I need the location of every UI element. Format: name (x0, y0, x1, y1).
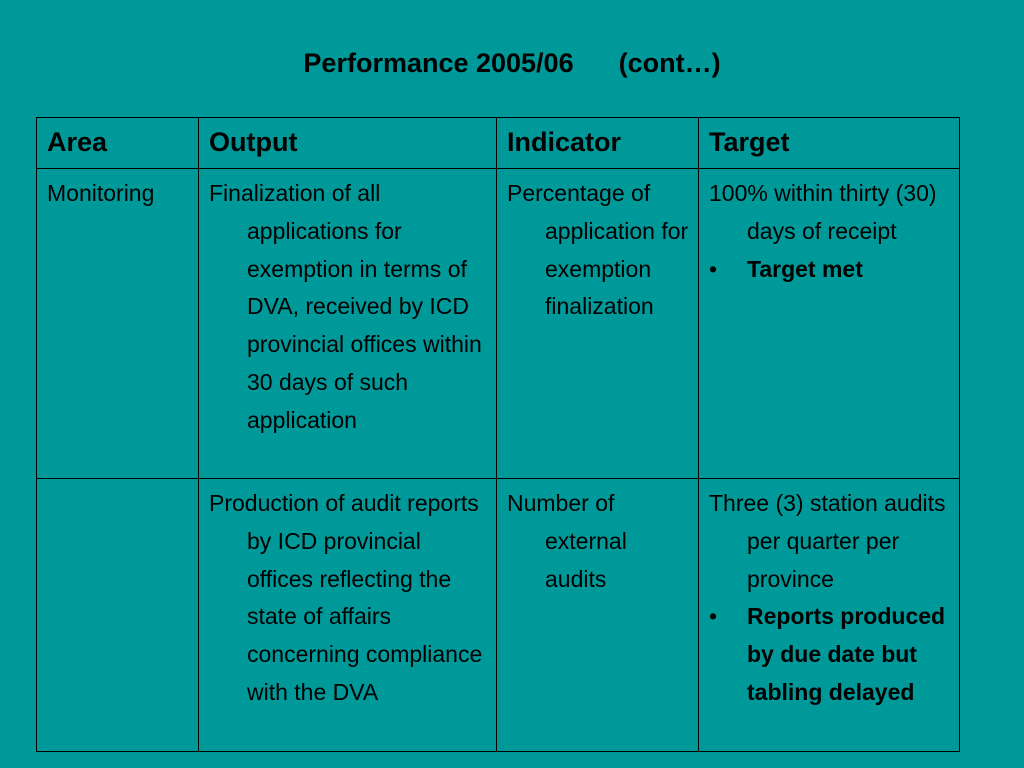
target-text: Three (3) station audits per quarter per province (709, 490, 946, 592)
header-target: Target (699, 118, 960, 169)
bullet-icon: • (709, 603, 718, 630)
slide-title: Performance 2005/06 (cont…) (303, 48, 721, 78)
target-cell (699, 169, 960, 479)
indicator-text: Percentage of application for exemption finalization (507, 180, 689, 320)
table-row (37, 479, 960, 752)
status-bullet (709, 598, 953, 711)
table-header-row (37, 118, 960, 169)
indicator-cell (497, 169, 699, 479)
area-cell: Monitoring (37, 169, 199, 479)
status-text: Reports produced by due date but tabling delayed (747, 603, 946, 705)
table-row (37, 169, 960, 479)
header-indicator: Indicator (497, 118, 699, 169)
status-bullet (709, 251, 953, 289)
header-output: Output (199, 118, 497, 169)
status-text: Target met (747, 255, 863, 282)
target-text: 100% within thirty (30) days of receipt (709, 180, 937, 244)
target-cell (699, 479, 960, 752)
bullet-icon: • (709, 255, 718, 282)
output-cell (199, 169, 497, 479)
indicator-text: Number of external audits (507, 490, 627, 592)
indicator-cell (497, 479, 699, 752)
performance-table (36, 117, 960, 752)
header-area: Area (37, 118, 199, 169)
output-cell (199, 479, 497, 752)
output-text: Finalization of all applications for exemption in terms of DVA, received by ICD provincial offices within 30 days of such application (209, 180, 482, 433)
area-cell (37, 479, 199, 752)
output-text: Production of audit reports by ICD provincial offices reflecting the state of affairs concerning compliance with the DVA (209, 490, 483, 705)
